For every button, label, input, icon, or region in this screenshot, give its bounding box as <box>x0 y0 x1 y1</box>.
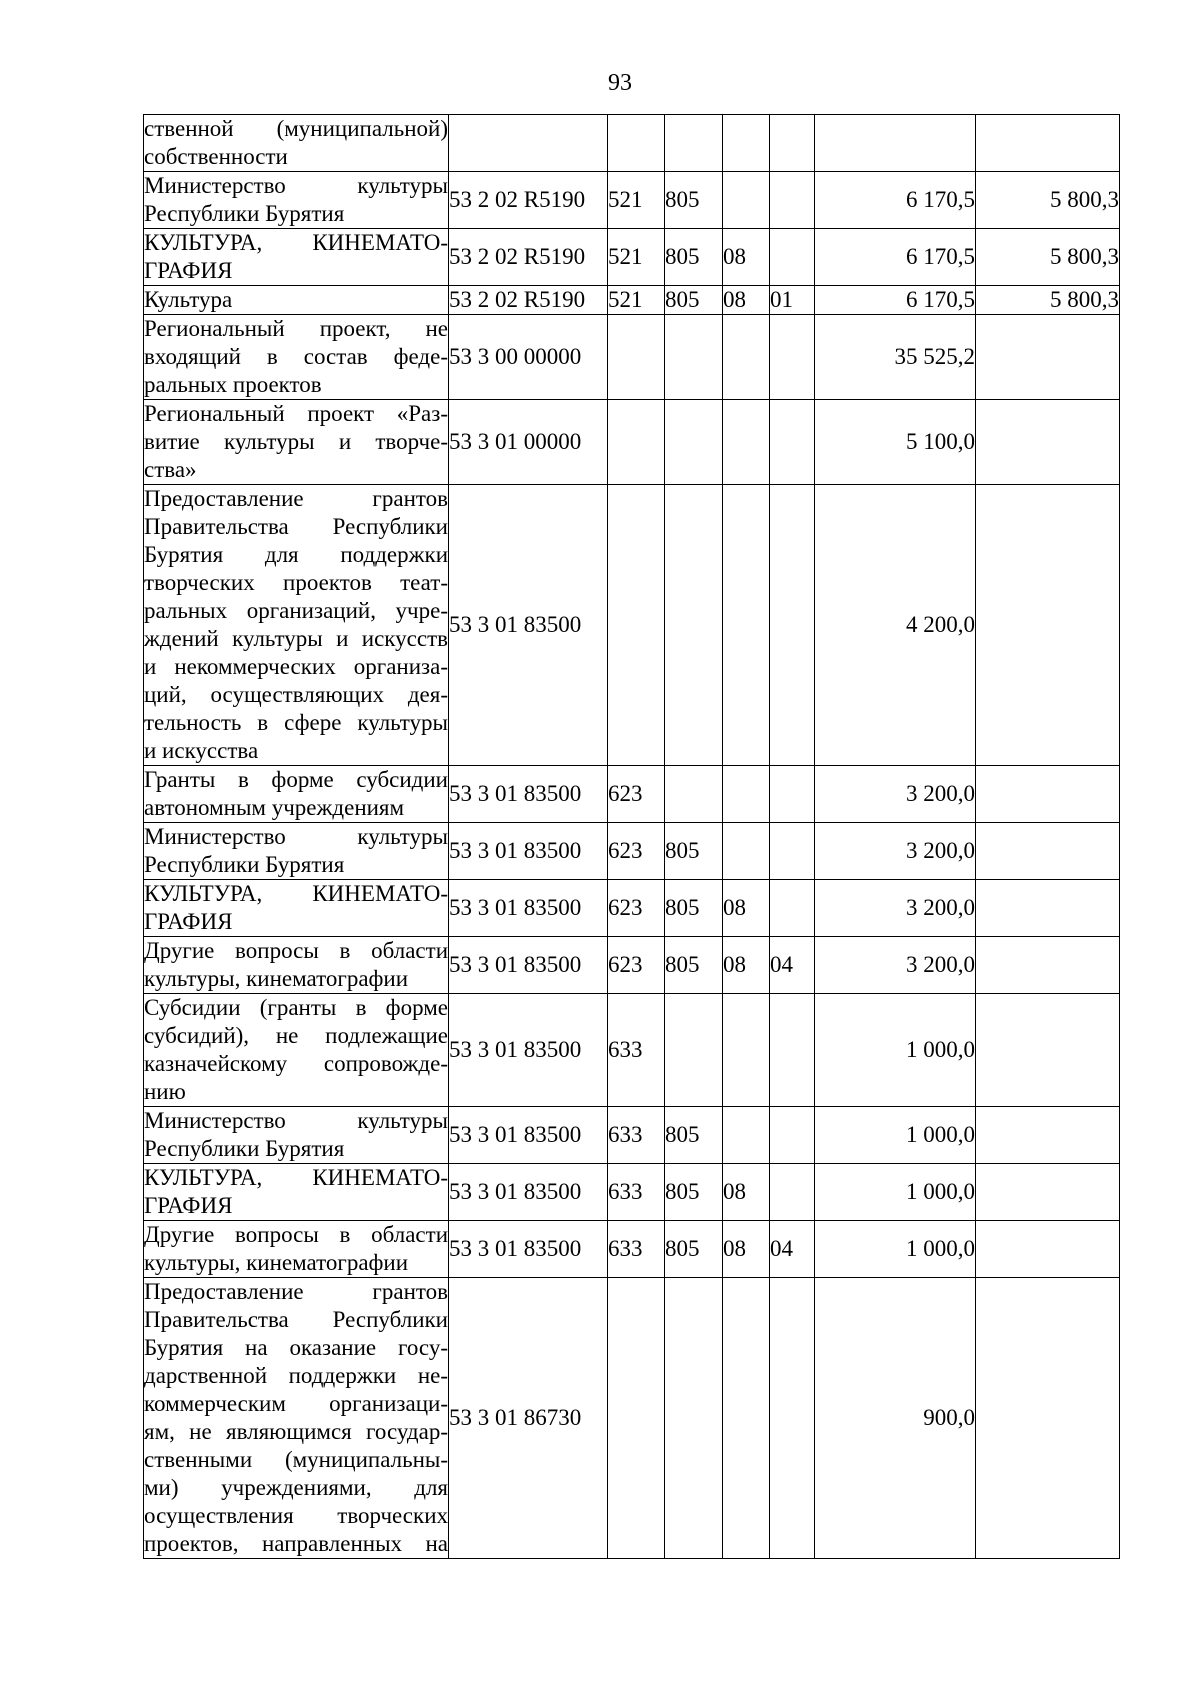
cell-item-name <box>144 400 449 485</box>
item-name-line: и некоммерческих организа- <box>144 654 448 679</box>
cell-subsection <box>770 994 815 1107</box>
cell-amount-1: 1 000,0 <box>815 994 976 1107</box>
table-row <box>144 172 1120 229</box>
item-name-line: нию <box>144 1079 186 1104</box>
cell-target-code: 53 3 01 83500 <box>449 1164 608 1221</box>
item-name-line: собственности <box>144 144 288 169</box>
item-name-line: Региональный проект, не <box>144 316 448 341</box>
cell-ministry-code <box>665 400 723 485</box>
table-row <box>144 937 1120 994</box>
item-name-line: ральных организаций, учре- <box>144 598 448 623</box>
cell-subsection <box>770 766 815 823</box>
cell-section: 08 <box>723 880 770 937</box>
table-row <box>144 315 1120 400</box>
cell-ministry-code <box>665 1278 723 1559</box>
cell-target-code: 53 3 01 83500 <box>449 1107 608 1164</box>
cell-section <box>723 485 770 766</box>
item-name-line: Республики Бурятия <box>144 201 345 226</box>
cell-section: 08 <box>723 1164 770 1221</box>
cell-amount-2 <box>976 1278 1120 1559</box>
item-name-line: Культура <box>144 287 233 312</box>
cell-amount-1: 1 000,0 <box>815 1164 976 1221</box>
cell-amount-1: 35 525,2 <box>815 315 976 400</box>
cell-amount-2 <box>976 766 1120 823</box>
cell-subsection: 04 <box>770 937 815 994</box>
cell-expense-type <box>608 1278 665 1559</box>
item-name-line: Бурятия для поддержки <box>144 542 448 567</box>
cell-section <box>723 766 770 823</box>
item-name-line: Гранты в форме субсидии <box>144 767 448 792</box>
cell-amount-1: 6 170,5 <box>815 286 976 315</box>
cell-item-name <box>144 229 449 286</box>
item-name-line: Региональный проект «Раз- <box>144 401 448 426</box>
cell-target-code: 53 2 02 R5190 <box>449 172 608 229</box>
cell-expense-type <box>608 315 665 400</box>
cell-amount-2 <box>976 937 1120 994</box>
item-name-line: субсидий), не подлежащие <box>144 1023 448 1048</box>
cell-expense-type: 633 <box>608 994 665 1107</box>
cell-ministry-code: 805 <box>665 1164 723 1221</box>
item-name-line: Министерство культуры <box>144 824 448 849</box>
cell-amount-2 <box>976 823 1120 880</box>
item-name-line: коммерческим организаци- <box>144 1391 448 1416</box>
cell-item-name <box>144 766 449 823</box>
cell-amount-2: 5 800,3 <box>976 172 1120 229</box>
item-name-line: Другие вопросы в области <box>144 1222 448 1247</box>
cell-subsection <box>770 1164 815 1221</box>
table-row <box>144 880 1120 937</box>
item-name-line: Правительства Республики <box>144 1307 448 1332</box>
cell-subsection <box>770 315 815 400</box>
item-name-line: Субсидии (гранты в форме <box>144 995 448 1020</box>
item-name-line: дарственной поддержки не- <box>144 1363 448 1388</box>
item-name-line: Предоставление грантов <box>144 486 448 511</box>
item-name-line: ций, осуществляющих дея- <box>144 682 448 707</box>
cell-expense-type: 633 <box>608 1107 665 1164</box>
table-row <box>144 1278 1120 1559</box>
cell-target-code <box>449 115 608 172</box>
cell-subsection <box>770 172 815 229</box>
cell-item-name <box>144 823 449 880</box>
table-row <box>144 1164 1120 1221</box>
cell-ministry-code: 805 <box>665 823 723 880</box>
item-name-line: Правительства Республики <box>144 514 448 539</box>
item-name-line: автономным учреждениям <box>144 795 405 820</box>
cell-item-name <box>144 1107 449 1164</box>
cell-ministry-code <box>665 766 723 823</box>
table-row <box>144 766 1120 823</box>
cell-subsection <box>770 400 815 485</box>
cell-ministry-code: 805 <box>665 1221 723 1278</box>
cell-expense-type: 521 <box>608 229 665 286</box>
cell-item-name <box>144 315 449 400</box>
cell-subsection <box>770 229 815 286</box>
cell-item-name <box>144 115 449 172</box>
cell-target-code: 53 3 01 83500 <box>449 994 608 1107</box>
cell-amount-2 <box>976 1221 1120 1278</box>
item-name-line: Министерство культуры <box>144 173 448 198</box>
item-name-line: Республики Бурятия <box>144 852 345 877</box>
item-name-line: культуры, кинематографии <box>144 1250 409 1275</box>
cell-expense-type: 521 <box>608 172 665 229</box>
cell-subsection <box>770 1107 815 1164</box>
cell-amount-1: 1 000,0 <box>815 1107 976 1164</box>
item-name-line: ральных проектов <box>144 372 322 397</box>
cell-subsection <box>770 485 815 766</box>
cell-ministry-code: 805 <box>665 880 723 937</box>
cell-expense-type <box>608 115 665 172</box>
cell-ministry-code: 805 <box>665 229 723 286</box>
item-name-line: КУЛЬТУРА, КИНЕМАТО- <box>144 881 448 906</box>
cell-target-code: 53 2 02 R5190 <box>449 286 608 315</box>
item-name-line: творческих проектов теат- <box>144 570 448 595</box>
cell-expense-type <box>608 485 665 766</box>
cell-ministry-code <box>665 115 723 172</box>
cell-section <box>723 400 770 485</box>
table-row <box>144 229 1120 286</box>
item-name-line: осуществления творческих <box>144 1503 448 1528</box>
cell-expense-type: 623 <box>608 937 665 994</box>
item-name-line: культуры, кинематографии <box>144 966 409 991</box>
item-name-line: ГРАФИЯ <box>144 909 233 934</box>
cell-section <box>723 115 770 172</box>
item-name-line: витие культуры и творче- <box>144 429 448 454</box>
item-name-line: Другие вопросы в области <box>144 938 448 963</box>
table-row <box>144 823 1120 880</box>
item-name-line: ГРАФИЯ <box>144 1193 233 1218</box>
cell-target-code: 53 2 02 R5190 <box>449 229 608 286</box>
table-row <box>144 485 1120 766</box>
item-name-line: ственной (муниципальной) <box>144 116 448 141</box>
cell-amount-2 <box>976 315 1120 400</box>
cell-section: 08 <box>723 937 770 994</box>
cell-amount-2 <box>976 880 1120 937</box>
cell-target-code: 53 3 01 00000 <box>449 400 608 485</box>
cell-expense-type: 623 <box>608 823 665 880</box>
table-row <box>144 1107 1120 1164</box>
cell-amount-2: 5 800,3 <box>976 229 1120 286</box>
cell-target-code: 53 3 01 83500 <box>449 880 608 937</box>
cell-expense-type: 623 <box>608 766 665 823</box>
cell-item-name <box>144 172 449 229</box>
cell-item-name <box>144 485 449 766</box>
item-name-line: Предоставление грантов <box>144 1279 448 1304</box>
cell-section: 08 <box>723 229 770 286</box>
item-name-line: ми) учреждениями, для <box>144 1475 448 1500</box>
cell-expense-type: 633 <box>608 1221 665 1278</box>
item-name-line: Республики Бурятия <box>144 1136 345 1161</box>
cell-amount-2 <box>976 994 1120 1107</box>
cell-amount-2 <box>976 1107 1120 1164</box>
page-number: 93 <box>608 70 632 96</box>
cell-ministry-code <box>665 994 723 1107</box>
cell-section <box>723 1278 770 1559</box>
cell-amount-2 <box>976 115 1120 172</box>
table-row <box>144 115 1120 172</box>
cell-section: 08 <box>723 1221 770 1278</box>
cell-section: 08 <box>723 286 770 315</box>
cell-item-name <box>144 937 449 994</box>
cell-amount-2: 5 800,3 <box>976 286 1120 315</box>
cell-amount-2 <box>976 1164 1120 1221</box>
item-name-line: ям, не являющимся государ- <box>144 1419 448 1444</box>
budget-table <box>143 114 1120 1559</box>
item-name-line: проектов, направленных на <box>144 1531 448 1556</box>
cell-item-name <box>144 994 449 1107</box>
cell-amount-1: 6 170,5 <box>815 172 976 229</box>
cell-subsection <box>770 115 815 172</box>
item-name-line: казначейскому сопровожде- <box>144 1051 448 1076</box>
cell-subsection <box>770 1278 815 1559</box>
cell-ministry-code <box>665 485 723 766</box>
item-name-line: ственными (муниципальны- <box>144 1447 448 1472</box>
cell-section <box>723 994 770 1107</box>
cell-expense-type: 633 <box>608 1164 665 1221</box>
item-name-line: КУЛЬТУРА, КИНЕМАТО- <box>144 230 448 255</box>
cell-subsection: 01 <box>770 286 815 315</box>
cell-amount-1: 3 200,0 <box>815 823 976 880</box>
item-name-line: входящий в состав феде- <box>144 344 448 369</box>
cell-item-name <box>144 1164 449 1221</box>
cell-amount-1: 5 100,0 <box>815 400 976 485</box>
cell-amount-2 <box>976 485 1120 766</box>
cell-ministry-code: 805 <box>665 286 723 315</box>
cell-item-name <box>144 1221 449 1278</box>
cell-target-code: 53 3 01 83500 <box>449 766 608 823</box>
item-name-line: Бурятия на оказание госу- <box>144 1335 448 1360</box>
cell-item-name <box>144 286 449 315</box>
cell-subsection <box>770 880 815 937</box>
cell-section <box>723 1107 770 1164</box>
cell-subsection: 04 <box>770 1221 815 1278</box>
cell-amount-1: 900,0 <box>815 1278 976 1559</box>
cell-target-code: 53 3 01 86730 <box>449 1278 608 1559</box>
cell-amount-1: 3 200,0 <box>815 937 976 994</box>
cell-ministry-code: 805 <box>665 937 723 994</box>
cell-section <box>723 172 770 229</box>
cell-target-code: 53 3 01 83500 <box>449 823 608 880</box>
cell-target-code: 53 3 01 83500 <box>449 485 608 766</box>
cell-amount-1: 4 200,0 <box>815 485 976 766</box>
cell-item-name <box>144 1278 449 1559</box>
cell-target-code: 53 3 00 00000 <box>449 315 608 400</box>
cell-ministry-code <box>665 315 723 400</box>
table-row <box>144 286 1120 315</box>
item-name-line: ждений культуры и искусств <box>144 626 448 651</box>
cell-ministry-code: 805 <box>665 1107 723 1164</box>
cell-section <box>723 315 770 400</box>
item-name-line: ГРАФИЯ <box>144 258 233 283</box>
cell-ministry-code: 805 <box>665 172 723 229</box>
cell-section <box>723 823 770 880</box>
cell-amount-2 <box>976 400 1120 485</box>
cell-amount-1: 3 200,0 <box>815 880 976 937</box>
cell-expense-type: 521 <box>608 286 665 315</box>
table-row <box>144 400 1120 485</box>
table-row <box>144 994 1120 1107</box>
table-row <box>144 1221 1120 1278</box>
item-name-line: ства» <box>144 457 197 482</box>
cell-target-code: 53 3 01 83500 <box>449 937 608 994</box>
budget-table-body <box>144 115 1120 1559</box>
item-name-line: Министерство культуры <box>144 1108 448 1133</box>
item-name-line: и искусства <box>144 738 259 763</box>
cell-amount-1: 1 000,0 <box>815 1221 976 1278</box>
cell-expense-type <box>608 400 665 485</box>
item-name-line: тельность в сфере культуры <box>144 710 448 735</box>
cell-target-code: 53 3 01 83500 <box>449 1221 608 1278</box>
cell-amount-1: 6 170,5 <box>815 229 976 286</box>
cell-amount-1: 3 200,0 <box>815 766 976 823</box>
item-name-line: КУЛЬТУРА, КИНЕМАТО- <box>144 1165 448 1190</box>
cell-amount-1 <box>815 115 976 172</box>
cell-item-name <box>144 880 449 937</box>
cell-subsection <box>770 823 815 880</box>
cell-expense-type: 623 <box>608 880 665 937</box>
